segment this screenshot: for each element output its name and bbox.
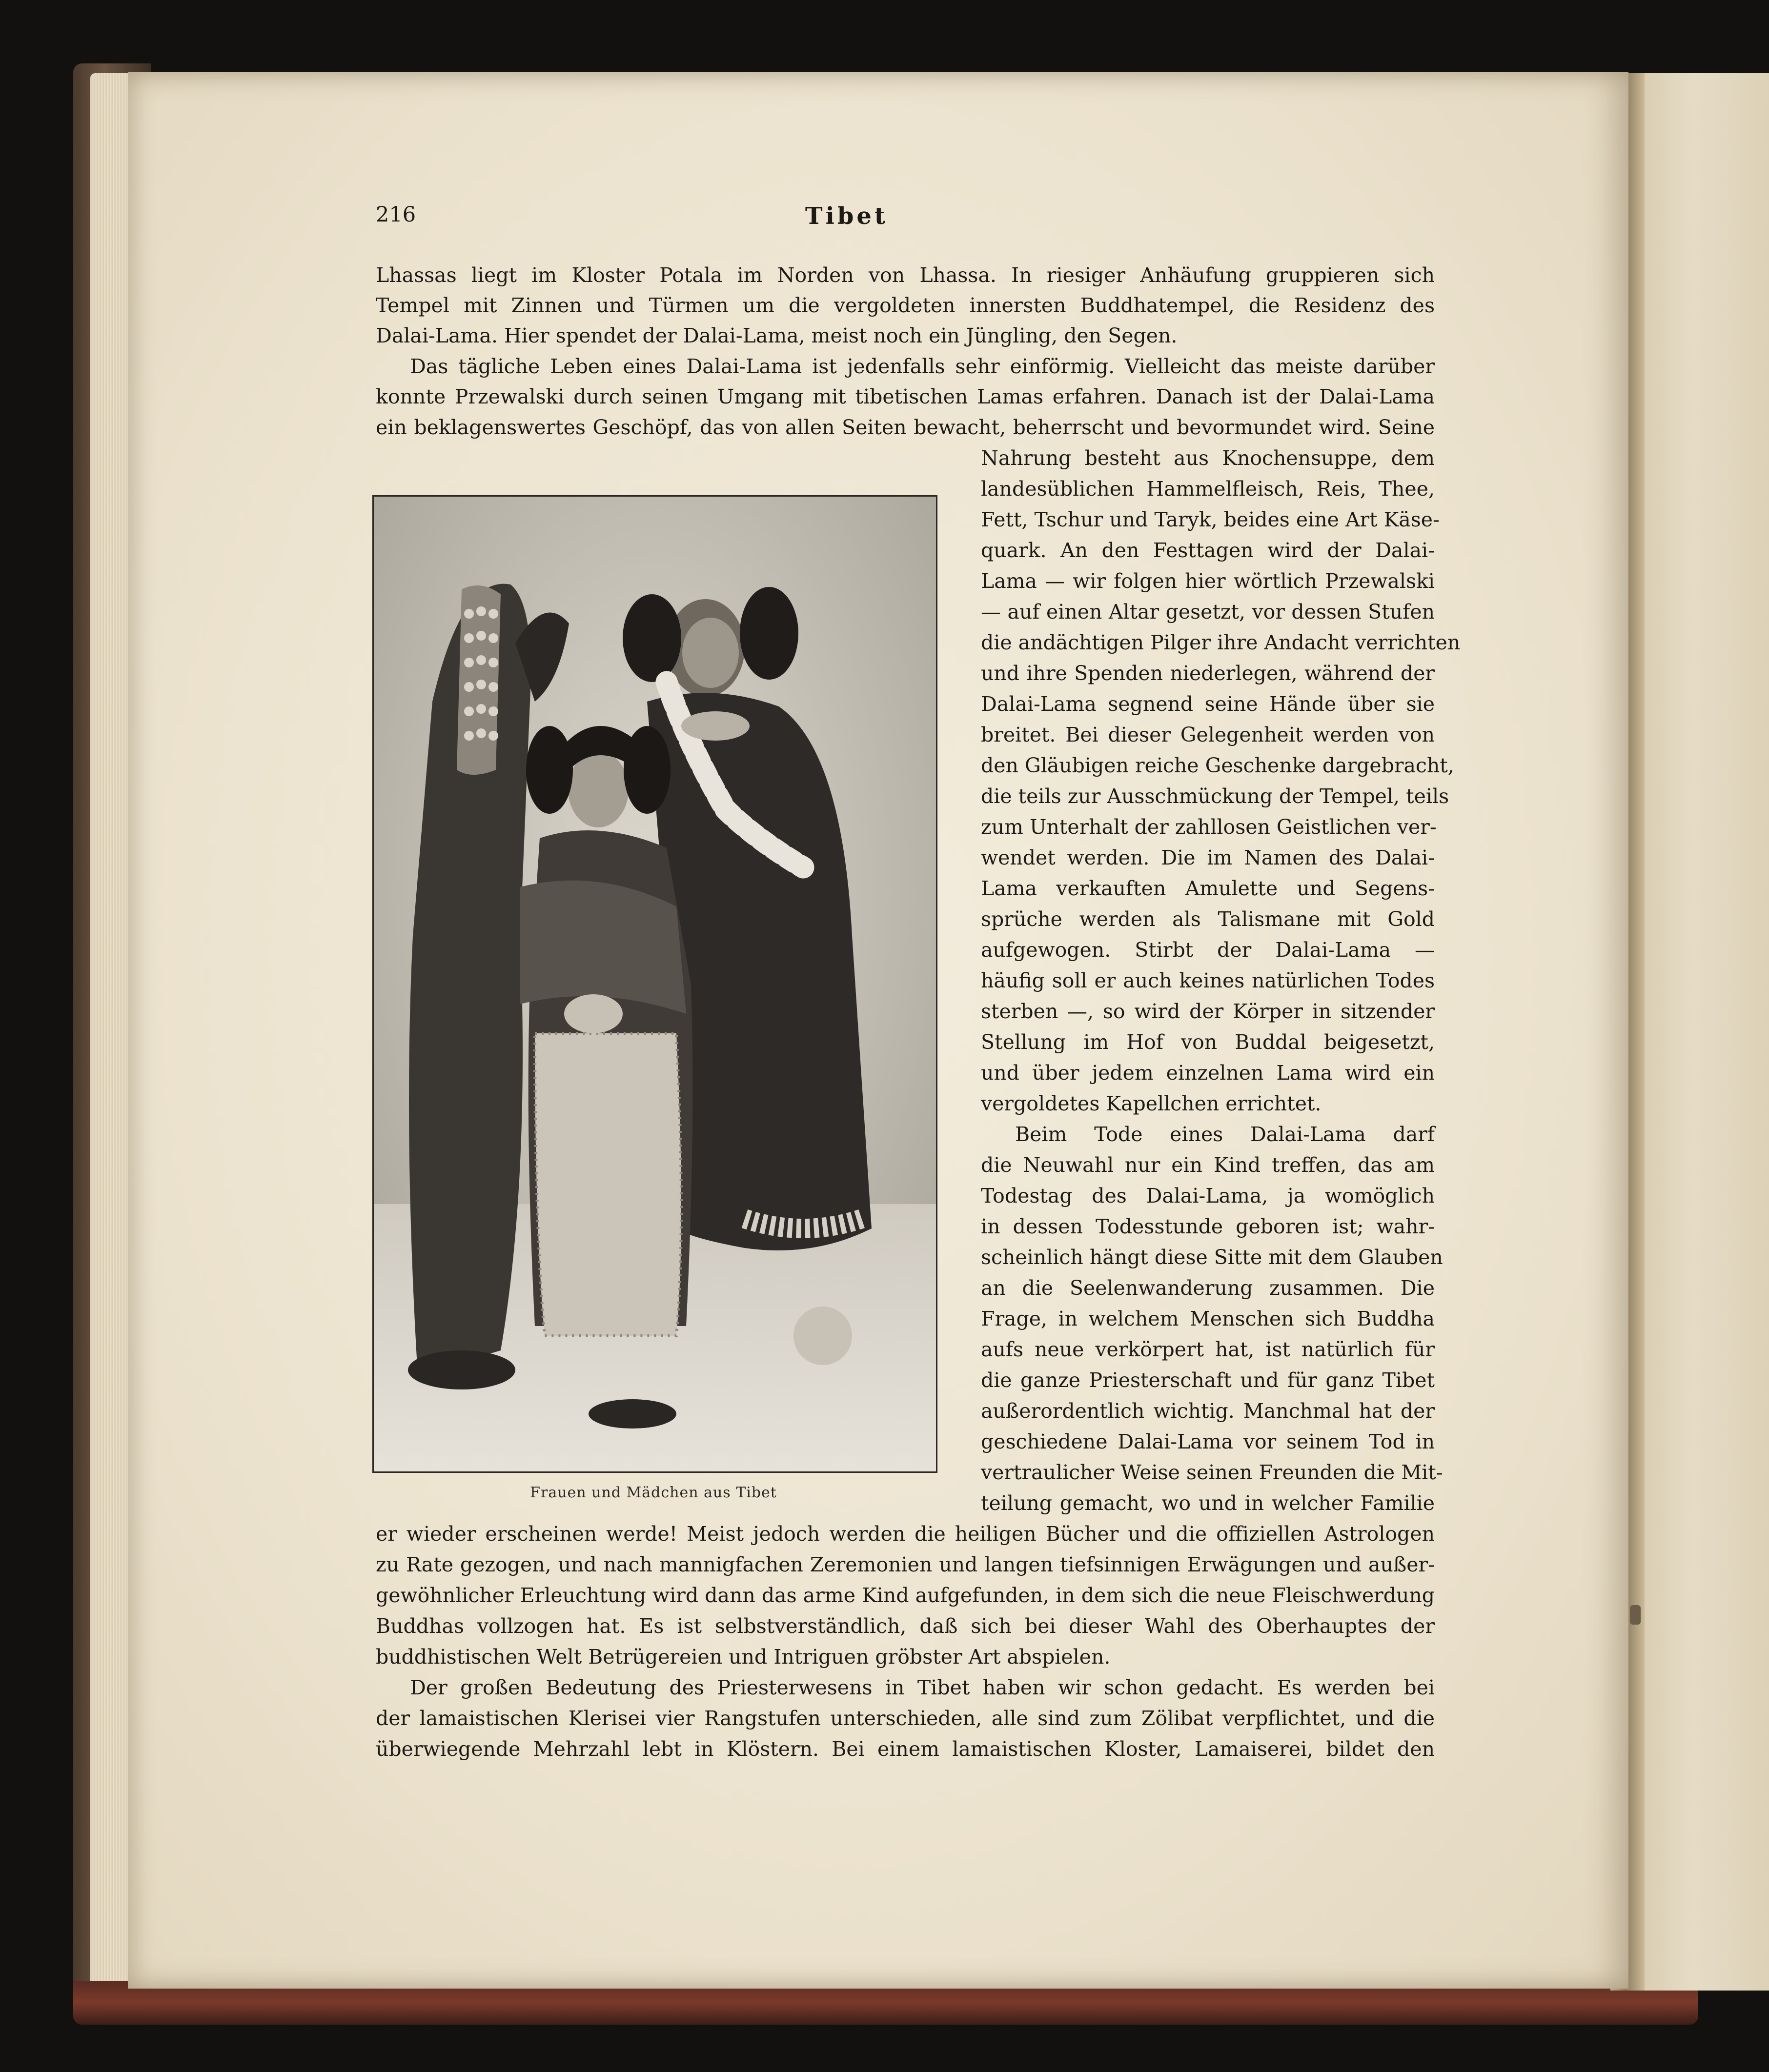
text-line: Todestag des Dalai-Lama, ja womöglich bbox=[981, 1184, 1435, 1207]
text-line: Das tägliche Leben eines Dalai-Lama ist jedenfalls sehr einförmig. Vielleicht das meiste darüber bbox=[410, 355, 1435, 378]
text-line: konnte Przewalski durch seinen Umgang mit tibetischen Lamas erfahren. Danach ist der Dalai-Lama bbox=[376, 385, 1435, 408]
text-line: Dalai-Lama segnend seine Hände über sie bbox=[981, 692, 1435, 716]
text-line: Lama — wir folgen hier wörtlich Przewalski bbox=[981, 569, 1435, 593]
text-line: Der großen Bedeutung des Priesterwesens in Tibet haben wir schon gedacht. Es werden bei bbox=[410, 1676, 1435, 1699]
text-line: überwiegende Mehrzahl lebt in Klöstern. Bei einem lamaistischen Kloster, Lamaiserei, bildet den bbox=[376, 1737, 1435, 1761]
text-line: er wieder erscheinen werde! Meist jedoch werden die heiligen Bücher und die offiziellen Astrologen bbox=[376, 1522, 1435, 1546]
text-line: vertraulicher Weise seinen Freunden die Mit- bbox=[981, 1461, 1443, 1484]
text-line: zu Rate gezogen, und nach mannigfachen Zeremonien und langen tiefsinnigen Erwägungen und außer- bbox=[376, 1553, 1435, 1576]
page-number: 216 bbox=[376, 202, 416, 227]
text-line: sterben —, so wird der Körper in sitzender bbox=[981, 1000, 1435, 1023]
facing-page bbox=[1641, 73, 1769, 1991]
text-line: landesüblichen Hammelfleisch, Reis, Thee, bbox=[981, 477, 1435, 501]
text-line: und ihre Spenden niederlegen, während der bbox=[981, 662, 1435, 685]
running-title: Tibet bbox=[805, 202, 889, 230]
text-line: scheinlich hängt diese Sitte mit dem Glauben bbox=[981, 1246, 1443, 1269]
text-line: außerordentlich wichtig. Manchmal hat der bbox=[981, 1399, 1435, 1423]
text-line: der lamaistischen Klerisei vier Rangstufen unterschieden, alle sind zum Zölibat verpflichtet, und die bbox=[376, 1707, 1435, 1730]
text-line: aufgewogen. Stirbt der Dalai-Lama — bbox=[981, 938, 1435, 962]
text-line: und über jedem einzelnen Lama wird ein bbox=[981, 1061, 1435, 1085]
text-line: Stellung im Hof von Buddal beigesetzt, bbox=[981, 1030, 1435, 1054]
text-line: sprüche werden als Talismane mit Gold bbox=[981, 907, 1435, 931]
page-mark bbox=[1630, 1605, 1641, 1625]
text-line: den Gläubigen reiche Geschenke dargebracht, bbox=[981, 754, 1454, 777]
text-line: buddhistischen Welt Betrügereien und Intriguen gröbster Art abspielen. bbox=[376, 1645, 1111, 1669]
text-line: Lama verkauften Amulette und Segens- bbox=[981, 877, 1435, 900]
text-line: zum Unterhalt der zahllosen Geistlichen ver- bbox=[981, 815, 1437, 839]
photo-illustration bbox=[374, 497, 936, 1471]
text-line: geschiedene Dalai-Lama vor seinem Tod in bbox=[981, 1430, 1435, 1453]
text-line: Lhassas liegt im Kloster Potala im Norden von Lhassa. In riesiger Anhäufung gruppieren sich bbox=[376, 263, 1435, 287]
text-line: teilung gemacht, wo und in welcher Familie bbox=[981, 1491, 1435, 1515]
text-line: ein beklagenswertes Geschöpf, das von allen Seiten bewacht, beherrscht und bevormundet wird. Seine bbox=[376, 416, 1435, 439]
text-line: — auf einen Altar gesetzt, vor dessen Stufen bbox=[981, 600, 1435, 624]
photo-women-and-girls bbox=[372, 495, 937, 1473]
text-line: Dalai-Lama. Hier spendet der Dalai-Lama, meist noch ein Jüngling, den Segen. bbox=[376, 324, 1178, 347]
text-line: Buddhas vollzogen hat. Es ist selbstverständlich, daß sich bei dieser Wahl des Oberhauptes der bbox=[376, 1614, 1435, 1638]
text-line: an die Seelenwanderung zusammen. Die bbox=[981, 1276, 1435, 1300]
text-line: breitet. Bei dieser Gelegenheit werden von bbox=[981, 723, 1435, 746]
text-line: die teils zur Ausschmückung der Tempel, teils bbox=[981, 785, 1449, 808]
figure-caption: Frauen und Mädchen aus Tibet bbox=[530, 1484, 777, 1501]
text-line: gewöhnlicher Erleuchtung wird dann das arme Kind aufgefunden, in dem sich die neue Fleischwerdung bbox=[376, 1584, 1435, 1607]
text-line: in dessen Todesstunde geboren ist; wahr- bbox=[981, 1215, 1435, 1238]
text-line: Tempel mit Zinnen und Türmen um die vergoldeten innersten Buddhatempel, die Residenz des bbox=[376, 294, 1435, 317]
text-line: Beim Tode eines Dalai-Lama darf bbox=[1015, 1123, 1435, 1146]
text-line: vergoldetes Kapellchen errichtet. bbox=[981, 1092, 1322, 1115]
text-line: die Neuwahl nur ein Kind treffen, das am bbox=[981, 1153, 1435, 1177]
text-line: Fett, Tschur und Taryk, beides eine Art Käse- bbox=[981, 508, 1440, 531]
text-line: wendet werden. Die im Namen des Dalai- bbox=[981, 846, 1435, 869]
text-line: die ganze Priesterschaft und für ganz Tibet bbox=[981, 1368, 1435, 1392]
text-line: quark. An den Festtagen wird der Dalai- bbox=[981, 539, 1435, 562]
text-line: häufig soll er auch keines natürlichen Todes bbox=[981, 969, 1435, 992]
text-line: Frage, in welchem Menschen sich Buddha bbox=[981, 1307, 1435, 1330]
text-line: Nahrung besteht aus Knochensuppe, dem bbox=[981, 446, 1435, 470]
text-line: die andächtigen Pilger ihre Andacht verrichten bbox=[981, 631, 1461, 654]
text-line: aufs neue verkörpert hat, ist natürlich für bbox=[981, 1338, 1435, 1361]
